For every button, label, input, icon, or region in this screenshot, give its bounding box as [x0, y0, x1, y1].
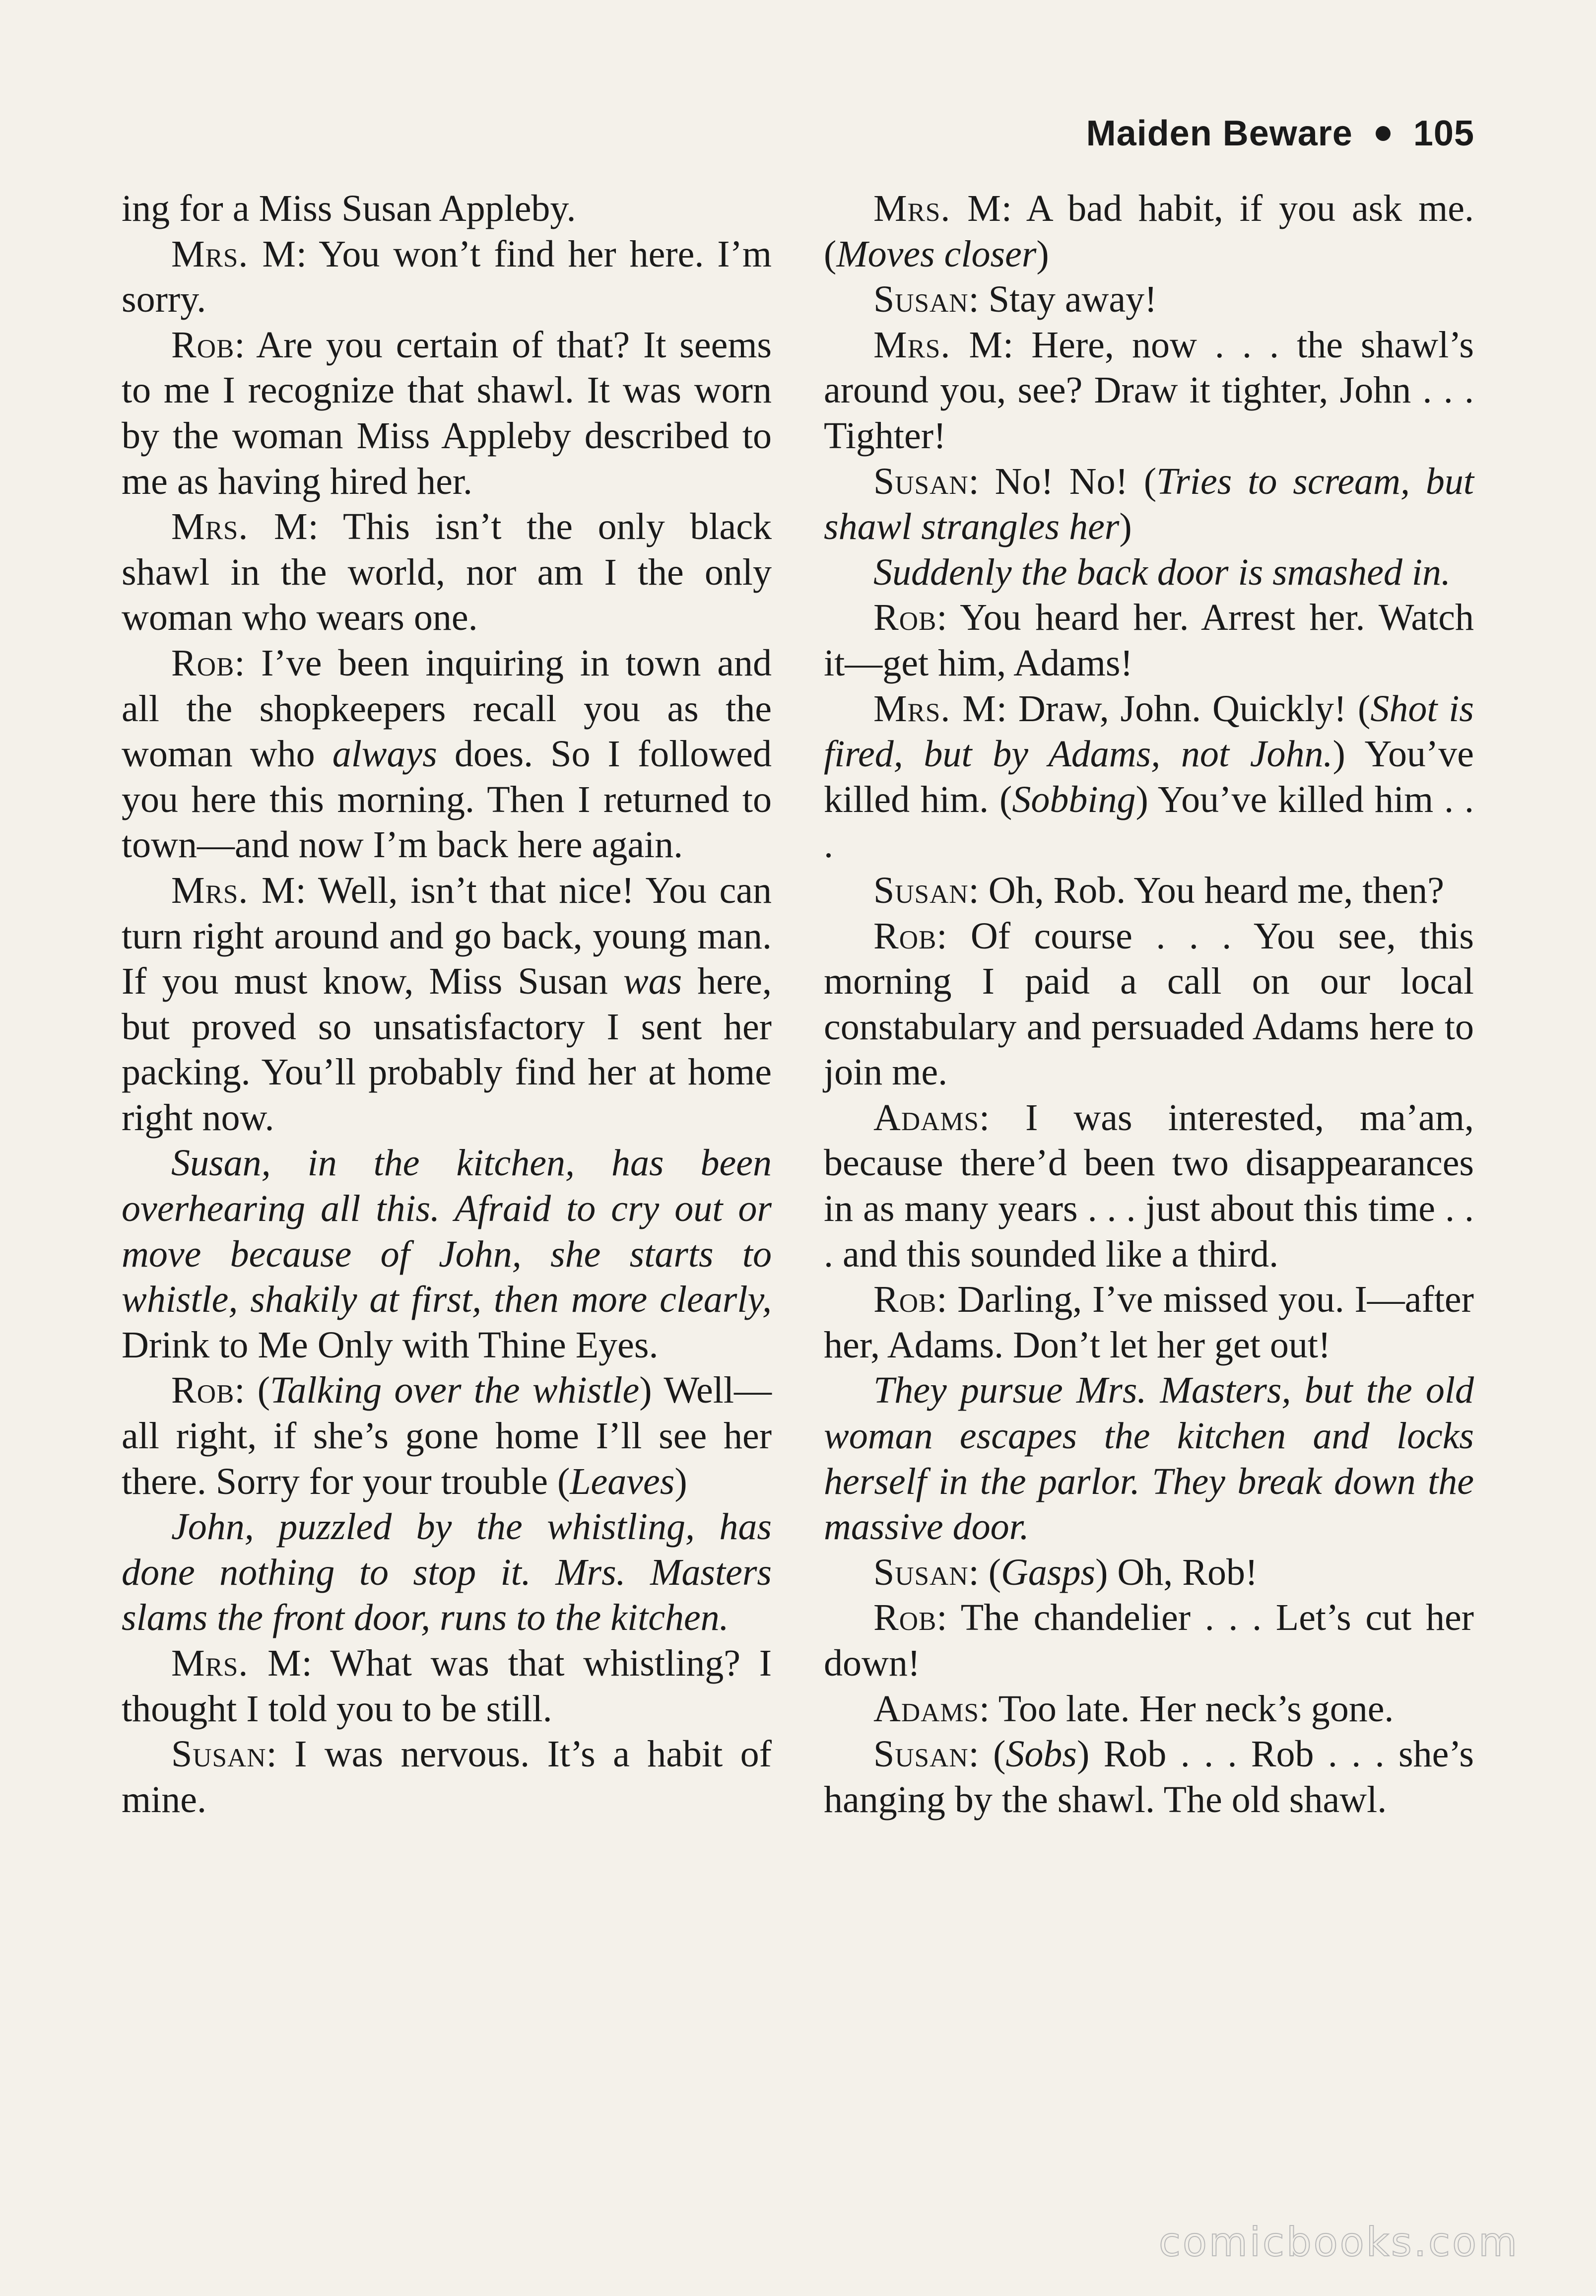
watermark: comicbooks.com	[1158, 2219, 1519, 2265]
line-text: )	[674, 1460, 687, 1502]
emphasis-text: Gasps	[1001, 1551, 1096, 1593]
speaker-name: Adams	[873, 1096, 980, 1139]
emphasis-text: Shot is fired, but by Adams, not John.	[824, 687, 1474, 775]
line-text: ) You’ve killed him . . .	[824, 778, 1474, 866]
bullet-dot	[1376, 126, 1391, 141]
speaker-name: Mrs. M	[171, 233, 296, 275]
speaker-name: Rob	[171, 324, 235, 366]
line-text: This isn’t the only black shawl in the world, nor am I the only woman who wears one.	[122, 506, 772, 639]
line-text: ing for a Miss Susan Appleby.	[122, 188, 576, 229]
speaker-name: Rob	[873, 915, 937, 957]
speaker-name: Mrs. M	[873, 324, 1003, 366]
right-column	[824, 186, 1474, 1823]
line-text: (	[993, 1733, 1006, 1775]
line-text: Are you certain of that? It seems to me I recognize that shawl. It was worn by the woman Miss Appleby described to me as having hired her.	[122, 324, 772, 502]
emphasis-text: always	[332, 733, 437, 775]
line-text: Draw, John. Quickly! (	[1018, 687, 1371, 730]
line-text: here, but proved so unsatisfactory I sent her packing. You’ll probably find her at home right now.	[122, 960, 772, 1139]
dialogue-paragraph: Mrs. M: This isn’t the only black shawl in the world, nor am I the only woman who wears one.	[122, 506, 772, 639]
dialogue-paragraph: Susan: (Gasps) Oh, Rob!	[873, 1551, 1258, 1593]
line-text: does. So I followed you here this morning. Then I returned to town—and now I’m back here again.	[122, 733, 772, 866]
line-text: A bad habit, if you ask me. (	[824, 188, 1474, 275]
line-text: )	[1036, 233, 1049, 275]
dialogue-paragraph: Mrs. M: Draw, John. Quickly! (Shot is fired, but by Adams, not John.) You’ve killed him. (Sobbing) You’ve killed him . . .	[824, 687, 1474, 866]
direction-text: John, puzzled by the whistling, has done nothing to stop it. Mrs. Masters slams the front door, runs to the kitchen.	[122, 1506, 772, 1639]
speaker-name: Rob	[873, 597, 937, 639]
line-text: ) Rob . . . Rob . . . she’s hanging by the shawl. The old shawl.	[824, 1733, 1474, 1821]
dialogue-paragraph: Rob: Are you certain of that? It seems to me I recognize that shawl. It was worn by the woman Miss Appleby described to me as having hired her.	[122, 324, 772, 502]
speaker-name: Susan	[873, 278, 969, 321]
direction-text: Suddenly the back door is smashed in.	[873, 551, 1451, 593]
line-text: You won’t find her here. I’m sorry.	[122, 233, 772, 321]
speaker-name: Mrs. M	[171, 869, 296, 911]
dialogue-paragraph: Susan: Stay away!	[873, 278, 1157, 321]
line-text: ) Oh, Rob!	[1095, 1551, 1258, 1593]
line-text: Stay away!	[988, 278, 1157, 321]
line-text: I’ve been inquiring in town and all the shopkeepers recall you as the woman who	[122, 642, 772, 775]
stage-direction	[122, 1504, 772, 1641]
line-text: I was nervous. It’s a habit of mine.	[122, 1733, 772, 1821]
speaker-name: Mrs. M	[171, 506, 308, 548]
dialogue-paragraph: Rob: Of course . . . You see, this morning I paid a call on our local constabulary and persuaded Adams here to join me.	[824, 915, 1474, 1093]
speaker-name: Rob	[873, 1597, 937, 1639]
emphasis-text: Talking over the whistle	[270, 1369, 640, 1412]
speaker-name: Rob	[171, 1369, 235, 1412]
emphasis-text: Moves closer	[836, 233, 1037, 275]
line-text: Too late. Her neck’s gone.	[998, 1688, 1394, 1730]
dialogue-paragraph: Mrs. M: Well, isn’t that nice! You can turn right around and go back, young man. If you must know, Miss Susan was here, but proved so unsatisfactory I sent her packing. You’ll probably find her at home right now.	[122, 869, 772, 1139]
line-text: Here, now . . . the shawl’s around you, see? Draw it tighter, John . . . Tighter!	[824, 324, 1474, 457]
line-text: Darling, I’ve missed you. I—after her, Adams. Don’t let her get out!	[824, 1279, 1474, 1366]
line-text: I was interested, ma’am, because there’d been two disappearances in as many years . . . just about this time . . . and this sounded like a third.	[824, 1096, 1474, 1275]
line-text: Oh, Rob. You heard me, then?	[988, 869, 1444, 911]
dialogue-paragraph: Susan: Oh, Rob. You heard me, then?	[873, 869, 1444, 911]
left-column	[122, 186, 772, 1823]
line-text: (	[257, 1369, 270, 1412]
line-text: What was that whistling? I thought I told you to be still.	[122, 1642, 772, 1730]
stage-direction	[824, 550, 1474, 596]
direction-text: Susan, in the kitchen, has been overhearing all this. Afraid to cry out or move because of John, she starts to whistle, shakily at first, then more clearly,	[122, 1142, 772, 1321]
line-text: The chandelier . . . Let’s cut her down!	[824, 1597, 1474, 1684]
dialogue-paragraph: Rob: The chandelier . . . Let’s cut her down!	[824, 1597, 1474, 1684]
emphasis-text: Sobbing	[1012, 778, 1136, 820]
dialogue-paragraph: Adams: I was interested, ma’am, because there’d been two disappearances in as many years . . . just about this time . . . and this sounded like a third.	[824, 1096, 1474, 1275]
dialogue-paragraph: Mrs. M: Here, now . . . the shawl’s around you, see? Draw it tighter, John . . . Tighter!	[824, 324, 1474, 457]
line-text: You heard her. Arrest her. Watch it—get him, Adams!	[824, 597, 1474, 684]
line-text: No! No! (	[995, 460, 1157, 502]
dialogue-paragraph: Adams: Too late. Her neck’s gone.	[873, 1688, 1394, 1730]
speaker-name: Mrs. M	[873, 188, 1001, 229]
emphasis-text: Sobs	[1005, 1733, 1077, 1775]
dialogue-paragraph: Rob: (Talking over the whistle) Well—all right, if she’s gone home I’ll see her there. Sorry for your trouble (Leaves)	[122, 1369, 772, 1502]
emphasis-text: Leaves	[570, 1460, 675, 1502]
dialogue-paragraph: Rob: You heard her. Arrest her. Watch it—get him, Adams!	[824, 597, 1474, 684]
line-text: Drink to Me Only with Thine Eyes.	[122, 1324, 659, 1366]
line-text: Of course . . . You see, this morning I paid a call on our local constabulary and persuaded Adams here to join me.	[824, 915, 1474, 1093]
stage-direction	[824, 1368, 1474, 1550]
header-title: Maiden Beware	[1086, 114, 1353, 153]
emphasis-text: was	[623, 960, 682, 1003]
speaker-name: Susan	[171, 1733, 266, 1775]
emphasis-text: Tries to scream, but shawl strangles her	[824, 460, 1474, 548]
dialogue-paragraph: Susan: (Sobs) Rob . . . Rob . . . she’s hanging by the shawl. The old shawl.	[824, 1733, 1474, 1821]
line-text: ) You’ve killed him. (	[824, 733, 1474, 820]
speaker-name: Mrs. M	[171, 1642, 302, 1684]
dialogue-paragraph: Mrs. M: You won’t find her here. I’m sorry.	[122, 233, 772, 321]
line-text: Well, isn’t that nice! You can turn right around and go back, young man. If you must know, Miss Susan	[122, 869, 772, 1003]
running-header	[1086, 113, 1474, 154]
speaker-name: Susan	[873, 1551, 969, 1593]
line-text: ) Well—all right, if she’s gone home I’ll see her there. Sorry for your trouble (	[122, 1369, 772, 1502]
line-text: )	[1119, 506, 1132, 548]
page-number: 105	[1413, 114, 1474, 153]
speaker-name: Rob	[873, 1279, 937, 1321]
speaker-name: Susan	[873, 869, 969, 911]
dialogue-paragraph: Susan: No! No! (Tries to scream, but shawl strangles her)	[824, 460, 1474, 548]
dialogue-paragraph: Mrs. M: What was that whistling? I thought I told you to be still.	[122, 1642, 772, 1730]
speaker-name: Susan	[873, 1733, 969, 1775]
dialogue-paragraph: Mrs. M: A bad habit, if you ask me. (Moves closer)	[824, 188, 1474, 275]
line-text: (	[988, 1551, 1001, 1593]
speaker-name: Mrs. M	[873, 687, 997, 730]
speaker-name: Rob	[171, 642, 235, 684]
speaker-name: Susan	[873, 460, 969, 502]
dialogue-paragraph: Rob: Darling, I’ve missed you. I—after her, Adams. Don’t let her get out!	[824, 1279, 1474, 1366]
dialogue-paragraph: Rob: I’ve been inquiring in town and all the shopkeepers recall you as the woman who always does. So I followed you here this morning. Then I returned to town—and now I’m back here again.	[122, 642, 772, 866]
direction-text: They pursue Mrs. Masters, but the old woman escapes the kitchen and locks herself in the parlor. They break down the massive door.	[824, 1369, 1474, 1548]
dialogue-paragraph	[122, 186, 772, 232]
speaker-name: Adams	[873, 1688, 980, 1730]
stage-direction	[122, 1141, 772, 1368]
dialogue-paragraph: Susan: I was nervous. It’s a habit of mine.	[122, 1733, 772, 1821]
